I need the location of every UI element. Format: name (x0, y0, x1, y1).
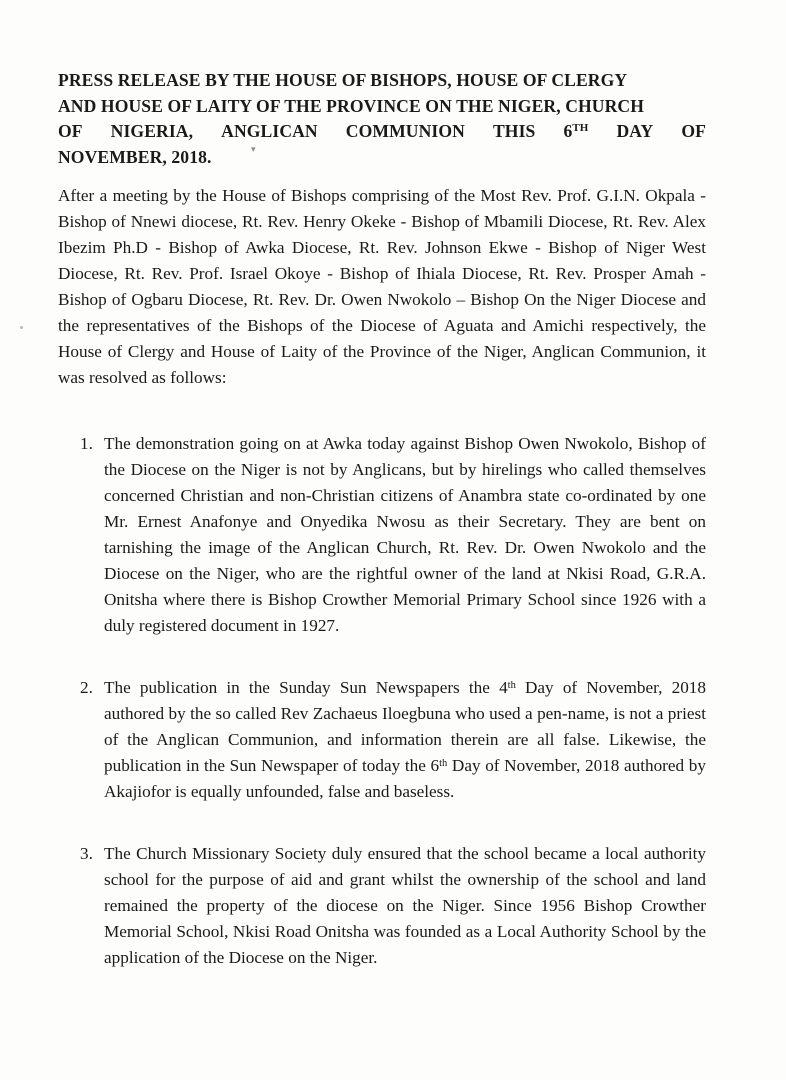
title-word: COMMUNION (345, 121, 465, 141)
list-item (58, 841, 706, 971)
intro-paragraph: After a meeting by the House of Bishops comprising of the Most Rev. Prof. G.I.N. Okpala - Bishop of Nnewi diocese, Rt. Rev. Henry Okeke - Bishop of Mbamili Diocese, Rt. Rev. Alex Ibezim Ph.D - Bishop of Awka Diocese, Rt. Rev. Johnson Ekwe - Bishop of Niger West Diocese, Rt. Rev. Prof. Israel Okoye - Bishop of Ihiala Diocese, Rt. Rev. Prosper Amah - Bishop of Ogbaru Diocese, Rt. Rev. Dr. Owen Nwokolo – Bishop On the Niger Diocese and the representatives of the Bishops of the Diocese of Aguata and Amichi respectively, the House of Clergy and House of Laity of the Province of the Niger, Anglican Communion, it was resolved as follows: (58, 186, 706, 387)
title-line-4: NOVEMBER, 2018. (58, 146, 212, 167)
ordinal-suffix: th (507, 680, 516, 691)
resolutions-list (58, 431, 706, 971)
title-word: THIS (492, 121, 536, 141)
list-item-text: The demonstration going on at Awka today against Bishop Owen Nwokolo, Bishop of the Diocese on the Niger is not by Anglicans, but by hirelings who called themselves concerned Christian and non-Christian citizens of Anambra state co-ordinated by one Mr. Ernest Anafonye and Onyedika Nwosu as their Secretary. They are bent on tarnishing the image of the Anglican Church, Rt. Rev. Dr. Owen Nwokolo and the Diocese on the Niger, who are the rightful owner of the land at Nkisi Road, G.R.A. Onitsha where there is Bishop Crowther Memorial Primary School since 1926 with a duly registered document in 1927. (104, 434, 706, 635)
title-day (563, 119, 588, 145)
title-word: ANGLICAN (221, 121, 318, 141)
list-item (58, 675, 706, 805)
scan-mark: ▾ (251, 144, 256, 154)
title-word: OF (58, 121, 83, 141)
list-item-number: 1. (80, 434, 93, 453)
title-word: OF (681, 121, 706, 141)
title-line-3 (58, 119, 706, 145)
ordinal-suffix: th (439, 758, 448, 769)
title-word: DAY (616, 121, 654, 141)
title-line-2: AND HOUSE OF LAITY OF THE PROVINCE ON THE NIGER, CHURCH (58, 95, 644, 116)
list-item-number: 2. (80, 678, 93, 697)
text-run: Day of November, 2018 authored by Akajiofor is equally unfounded, false and baseless. (104, 756, 706, 801)
text-run: Day of November, 2018 authored by the so called Rev Zachaeus Iloegbuna who used a pen-name, is not a priest of the Anglican Communion, and information therein are all false. Likewise, the publication in the Sun Newspaper of today the 6 (104, 678, 706, 775)
text-run: The publication in the Sunday Sun Newspapers the 4 (104, 678, 508, 697)
list-item-text (104, 678, 706, 801)
title-day-number: 6 (563, 121, 573, 141)
title-line-1: PRESS RELEASE BY THE HOUSE OF BISHOPS, HOUSE OF CLERGY (58, 70, 628, 90)
title-day-suffix: TH (572, 122, 589, 134)
scan-speck (20, 326, 23, 329)
title-word: NIGERIA, (110, 121, 194, 141)
list-item (58, 431, 706, 639)
press-release-title (58, 68, 706, 170)
list-item-text: The Church Missionary Society duly ensured that the school became a local authority school for the purpose of aid and grant whilst the ownership of the school and land remained the property of the diocese on the Niger. Since 1956 Bishop Crowther Memorial School, Nkisi Road Onitsha was founded as a Local Authority School by the application of the Diocese on the Niger. (104, 844, 706, 967)
list-item-number: 3. (80, 844, 93, 863)
